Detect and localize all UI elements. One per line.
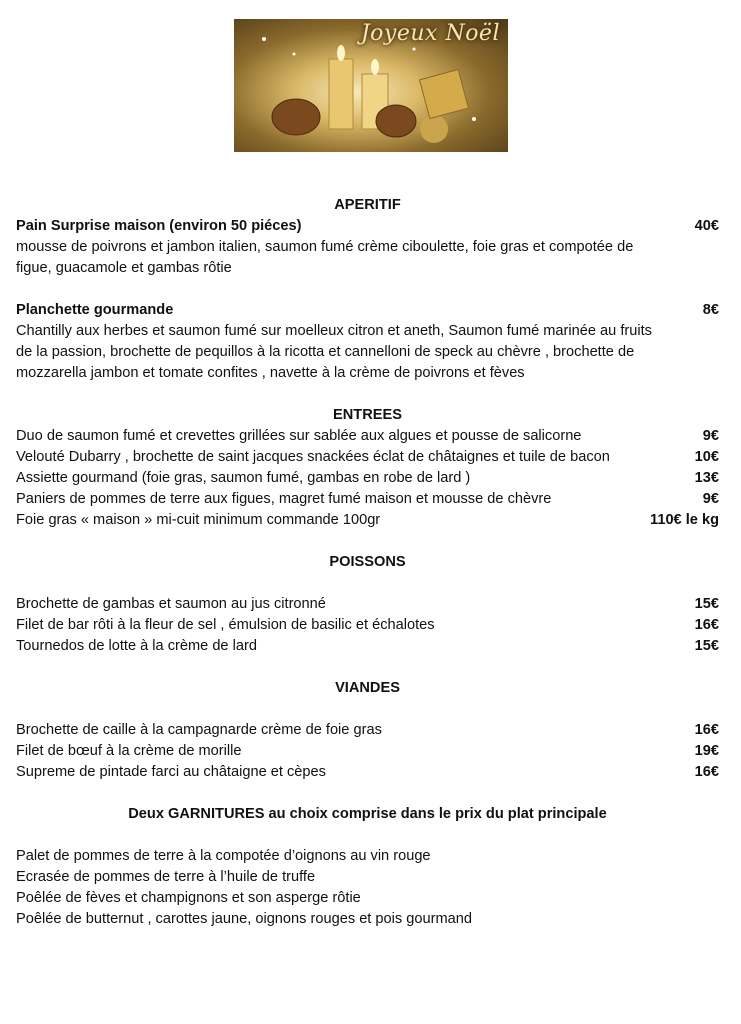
item-price: 16€ xyxy=(694,764,719,780)
menu-item xyxy=(16,594,719,615)
menu-item xyxy=(16,300,719,321)
section-title-entrees: ENTREES xyxy=(333,407,402,423)
section-title-poissons: POISSONS xyxy=(329,554,406,570)
item-name: Filet de bœuf à la crème de morille xyxy=(16,743,242,759)
item-name: Brochette de caille à la campagnarde crème de foie gras xyxy=(16,722,382,738)
item-description-line: Chantilly aux herbes et saumon fumé sur moelleux citron et aneth, Saumon fumé marinée au fruits xyxy=(16,323,652,339)
menu-item xyxy=(16,489,719,510)
menu-item xyxy=(16,762,719,783)
menu-item xyxy=(16,741,719,762)
menu-item xyxy=(16,720,719,741)
garniture-item: Ecrasée de pommes de terre à l’huile de truffe xyxy=(16,869,316,885)
item-price: 16€ xyxy=(694,722,719,738)
item-price: 9€ xyxy=(702,491,719,507)
item-description-line: de la passion, brochette de pequillos à la ricotta et cannelloni de speck au chèvre , brochette de xyxy=(16,344,635,360)
section-title-aperitif: APERITIF xyxy=(334,197,401,213)
item-name: Foie gras « maison » mi-cuit minimum commande 100gr xyxy=(16,512,381,528)
item-name: Duo de saumon fumé et crevettes grillées sur sablée aux algues et pousse de salicorne xyxy=(16,428,582,444)
menu-item xyxy=(16,447,719,468)
garniture-item: Palet de pommes de terre à la compotée d’oignons au vin rouge xyxy=(16,848,431,864)
item-price: 110€ le kg xyxy=(650,512,719,528)
item-price: 13€ xyxy=(694,470,719,486)
menu-item xyxy=(16,615,719,636)
item-price: 15€ xyxy=(694,638,719,654)
section-title-viandes: VIANDES xyxy=(335,680,400,696)
item-name: Brochette de gambas et saumon au jus citronné xyxy=(16,596,326,612)
christmas-banner-image xyxy=(234,19,508,152)
item-name: Assiette gourmand (foie gras, saumon fumé, gambas en robe de lard ) xyxy=(16,470,471,486)
item-name: Planchette gourmande xyxy=(16,302,174,318)
menu-item xyxy=(16,426,719,447)
item-description-line: mousse de poivrons et jambon italien, saumon fumé crème ciboulette, foie gras et compotée de xyxy=(16,239,634,255)
garniture-item: Poêlée de butternut , carottes jaune, oignons rouges et pois gourmand xyxy=(16,911,472,927)
item-description-line: mozzarella jambon et tomate confites , navette à la crème de poivrons et fèves xyxy=(16,365,525,381)
item-price: 19€ xyxy=(694,743,719,759)
item-description-line: figue, guacamole et gambas rôtie xyxy=(16,260,232,276)
menu-item xyxy=(16,468,719,489)
menu-item xyxy=(16,216,719,237)
item-name: Supreme de pintade farci au châtaigne et cèpes xyxy=(16,764,326,780)
item-name: Tournedos de lotte à la crème de lard xyxy=(16,638,257,654)
item-price: 16€ xyxy=(694,617,719,633)
item-name: Velouté Dubarry , brochette de saint jacques snackées éclat de châtaignes et tuile de bacon xyxy=(16,449,610,465)
item-name: Paniers de pommes de terre aux figues, magret fumé maison et mousse de chèvre xyxy=(16,491,552,507)
section-title-garnitures: Deux GARNITURES au choix comprise dans le prix du plat principale xyxy=(128,806,607,822)
item-price: 8€ xyxy=(702,302,719,318)
banner-title: Joyeux Noël xyxy=(360,21,500,46)
menu-content xyxy=(16,195,719,930)
garniture-item: Poêlée de fèves et champignons et son asperge rôtie xyxy=(16,890,361,906)
item-name: Filet de bar rôti à la fleur de sel , émulsion de basilic et échalotes xyxy=(16,617,435,633)
item-price: 10€ xyxy=(694,449,719,465)
item-price: 15€ xyxy=(694,596,719,612)
menu-item xyxy=(16,510,719,531)
item-price: 9€ xyxy=(702,428,719,444)
item-name: Pain Surprise maison (environ 50 piéces) xyxy=(16,218,302,234)
menu-item xyxy=(16,636,719,657)
item-price: 40€ xyxy=(694,218,719,234)
